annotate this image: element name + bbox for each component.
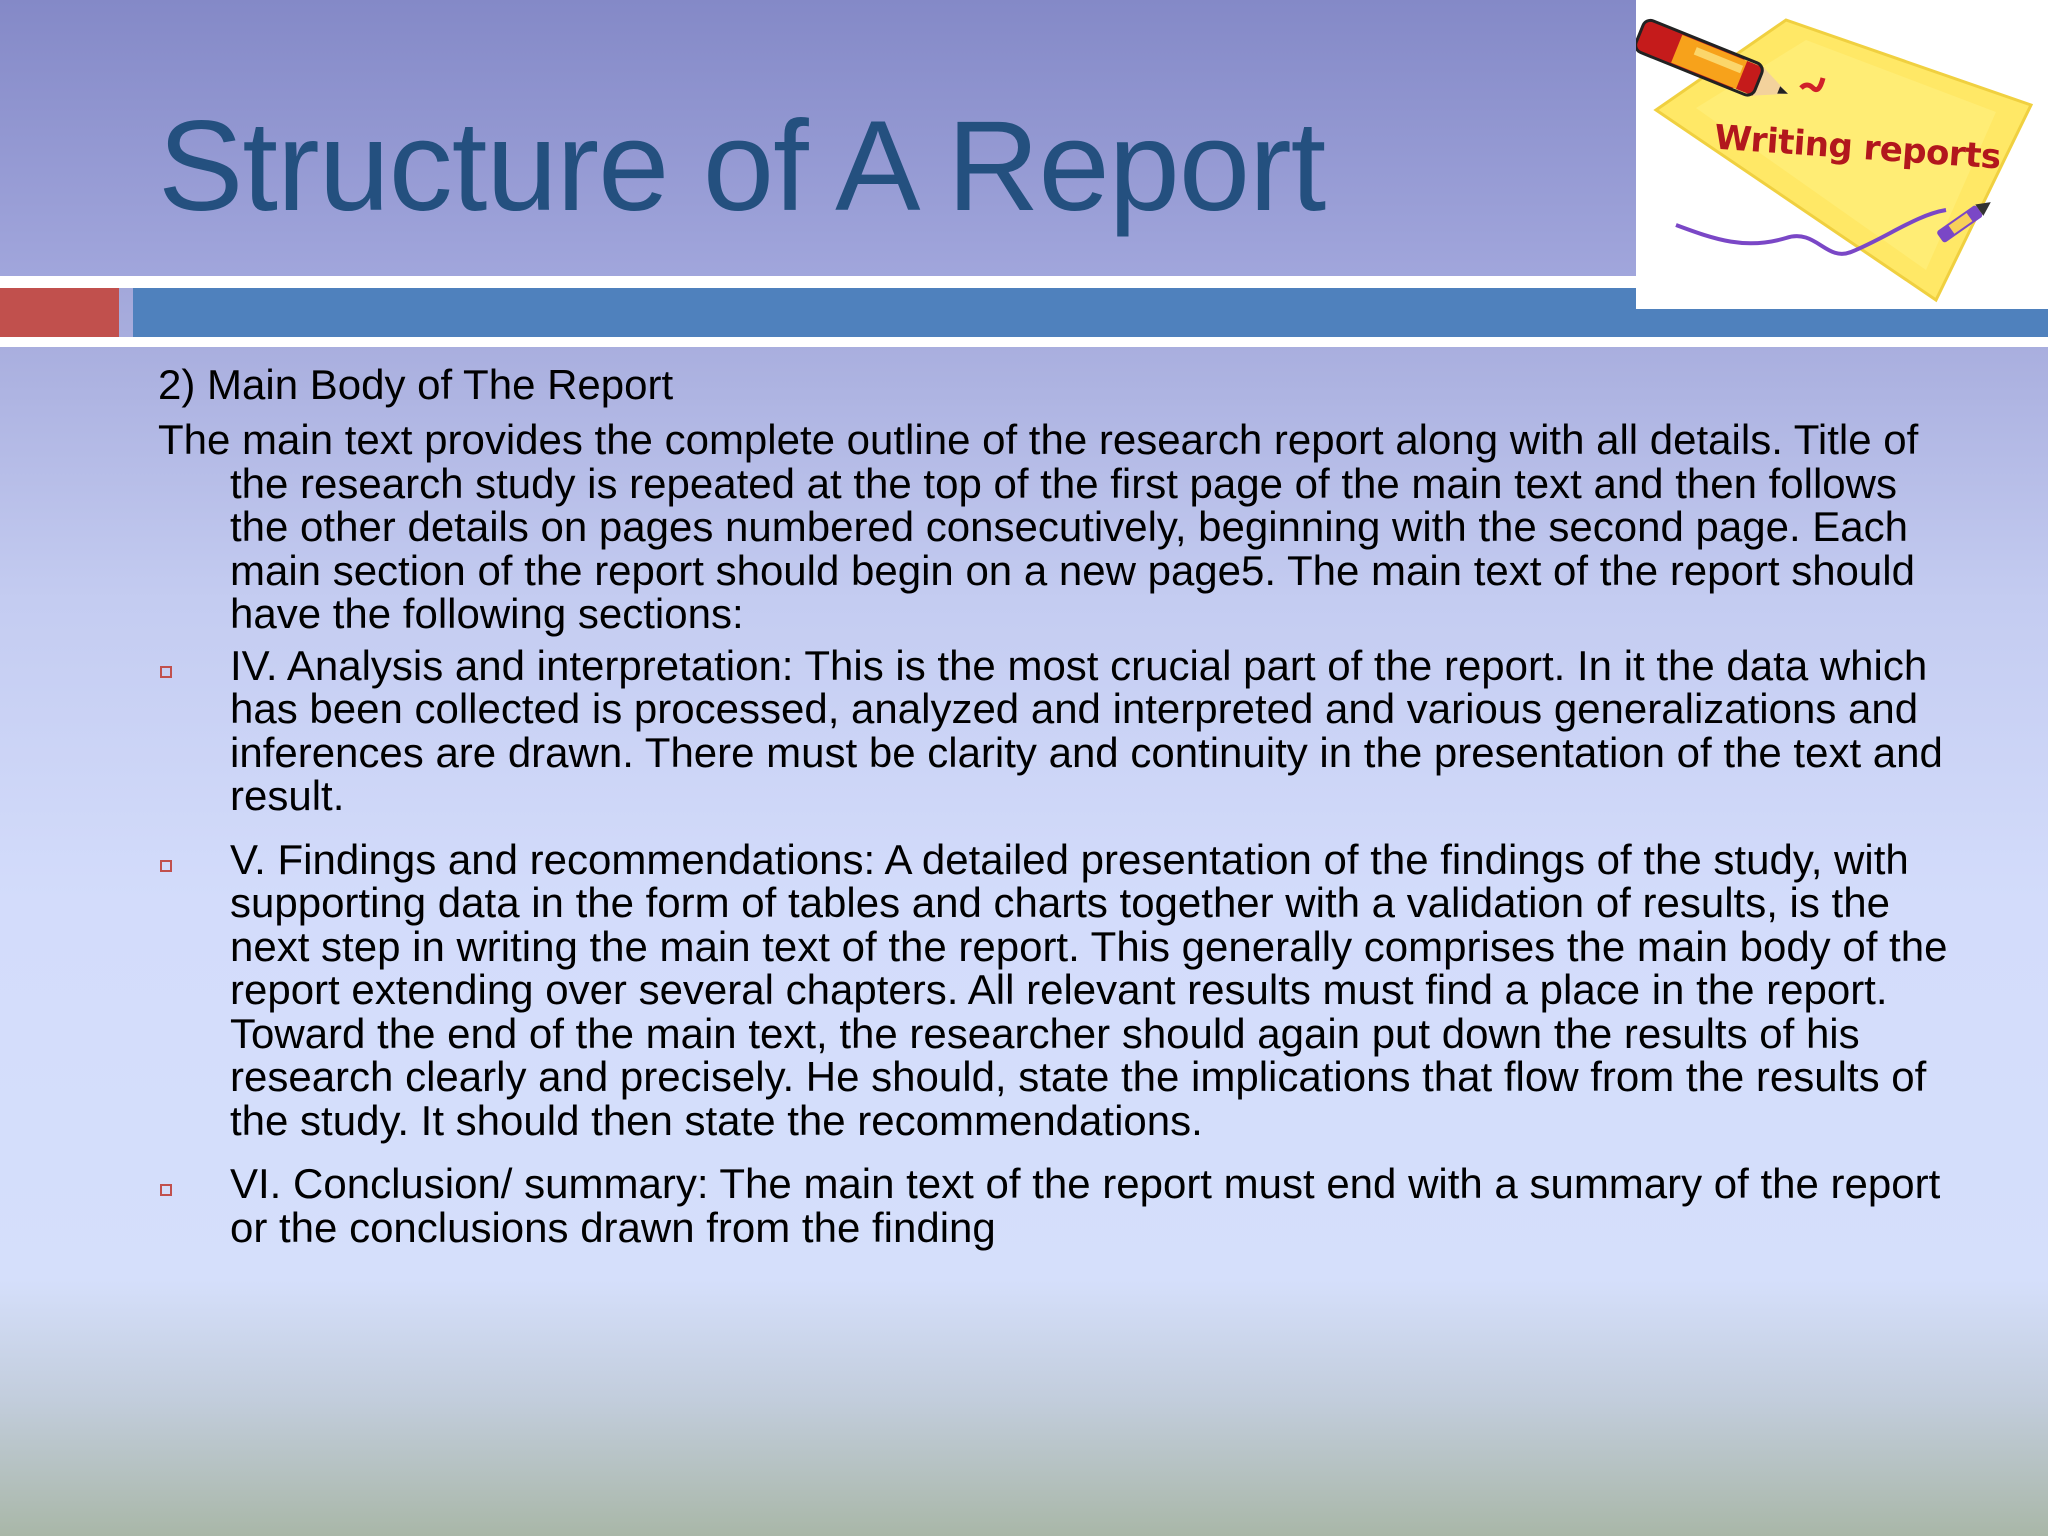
list-item-text: VI. Conclusion/ summary: The main text of the report must end with a summary of the report or the conclusions drawn from the finding (230, 1160, 1941, 1251)
list-item-text: IV. Analysis and interpretation: This is the most crucial part of the report. In it the data which has been collected is processed, analyzed and interpreted and various generalizations and inferences are drawn. There must be clarity and continuity in the presentation of the text and result. (230, 641, 1943, 819)
slide-title: Structure of A Report (158, 95, 1326, 238)
hollow-square-bullet-icon (160, 666, 172, 678)
list-item-text: V. Findings and recommendations: A detailed presentation of the findings of the study, with supporting data in the form of tables and charts together with a validation of results, is the next step in writing the main text of the report. This generally comprises the main body of the report extending over several chapters. All relevant results must find a place in the report. Toward the end of the main text, the researcher should again put down the results of his research clearly and precisely. He should, state the implications that flow from the results of the study. It should then state the recommendations. (230, 835, 1948, 1144)
list-item (158, 835, 1958, 1144)
list-item (158, 1162, 1958, 1249)
intro-paragraph: The main text provides the complete outline of the research report along with all details. Title of the research study is repeated at the top of the first page of the main text and then follows the other details on pages numbered consecutively, beginning with the second page. Each main section of the report should begin on a new page5. The main text of the report should have the following sections: (158, 416, 1919, 637)
hollow-square-bullet-icon (160, 1184, 172, 1196)
writing-reports-clipart (1636, 0, 2048, 309)
hollow-square-bullet-icon (160, 860, 172, 872)
section-heading: 2) Main Body of The Report (158, 361, 674, 408)
clipart-caption: Writing reports (1712, 117, 2002, 178)
accent-divider-white (0, 337, 2048, 347)
section-list (158, 641, 1958, 1251)
list-item (158, 641, 1958, 819)
slide-content (158, 358, 1958, 1269)
accent-bar-red (0, 288, 119, 337)
